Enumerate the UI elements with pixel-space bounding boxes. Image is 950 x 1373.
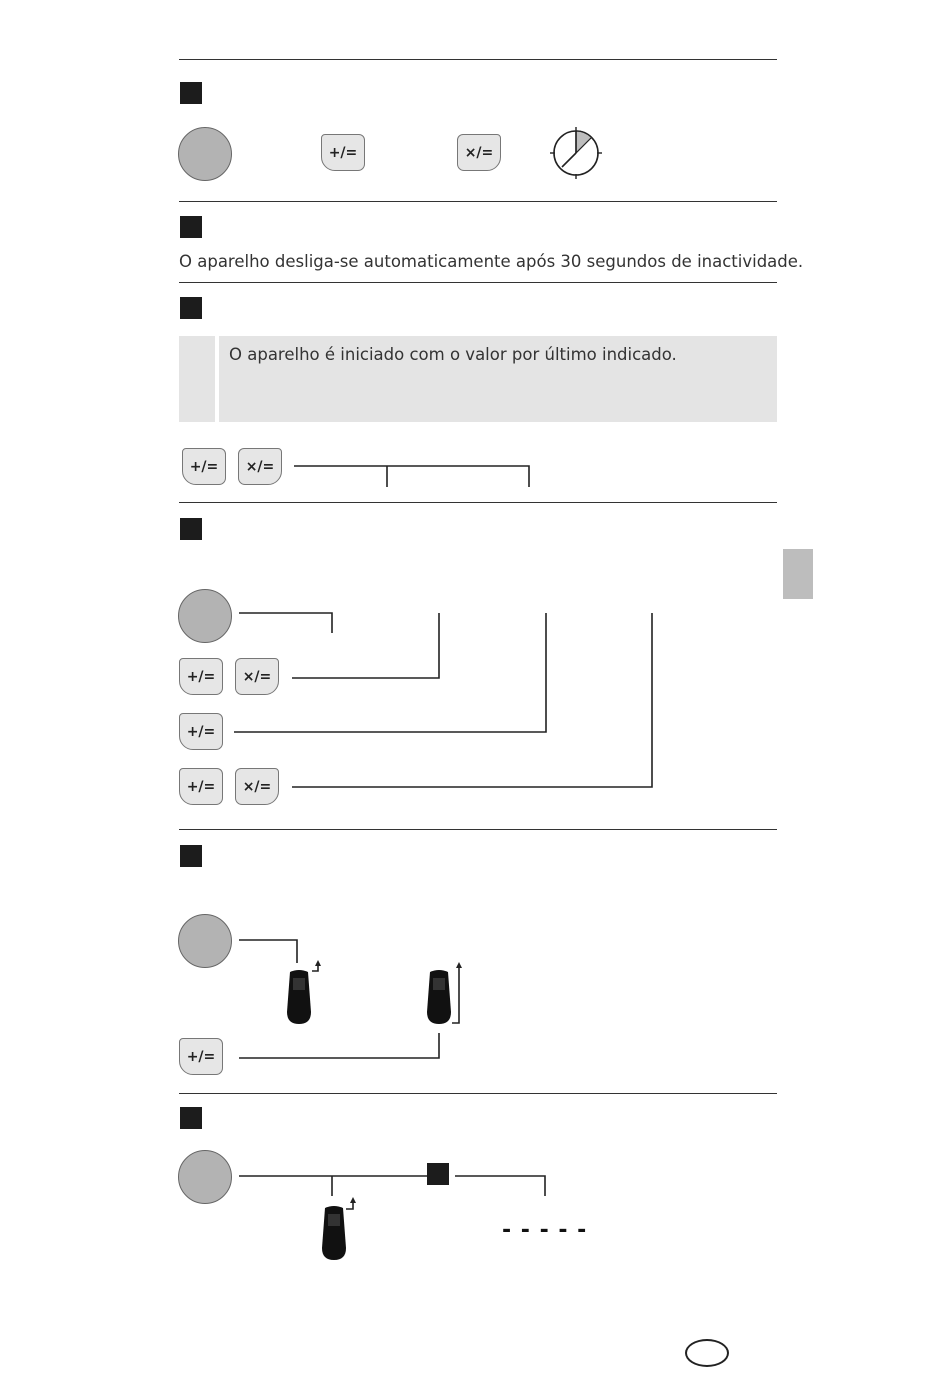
times-equals-key[interactable]: ×/= <box>235 658 279 695</box>
auto-off-text: O aparelho desliga-se automaticamente após 30 segundos de inactividade. <box>179 252 804 271</box>
plus-equals-key[interactable]: +/= <box>321 134 365 171</box>
device-icon <box>425 968 453 1026</box>
country-code-oval <box>685 1339 729 1367</box>
dash-display: - - - - - <box>502 1218 588 1243</box>
plus-equals-key[interactable]: +/= <box>179 713 223 750</box>
plus-equals-key[interactable]: +/= <box>182 448 226 485</box>
times-equals-key[interactable]: ×/= <box>457 134 501 171</box>
plus-equals-key[interactable]: +/= <box>179 768 223 805</box>
device-icon <box>320 1204 348 1262</box>
device-icon <box>285 968 313 1026</box>
plus-equals-key[interactable]: +/= <box>179 1038 223 1075</box>
times-equals-key[interactable]: ×/= <box>235 768 279 805</box>
times-equals-key[interactable]: ×/= <box>238 448 282 485</box>
plus-equals-key[interactable]: +/= <box>179 658 223 695</box>
note-text: O aparelho é iniciado com o valor por último indicado. <box>229 345 677 364</box>
